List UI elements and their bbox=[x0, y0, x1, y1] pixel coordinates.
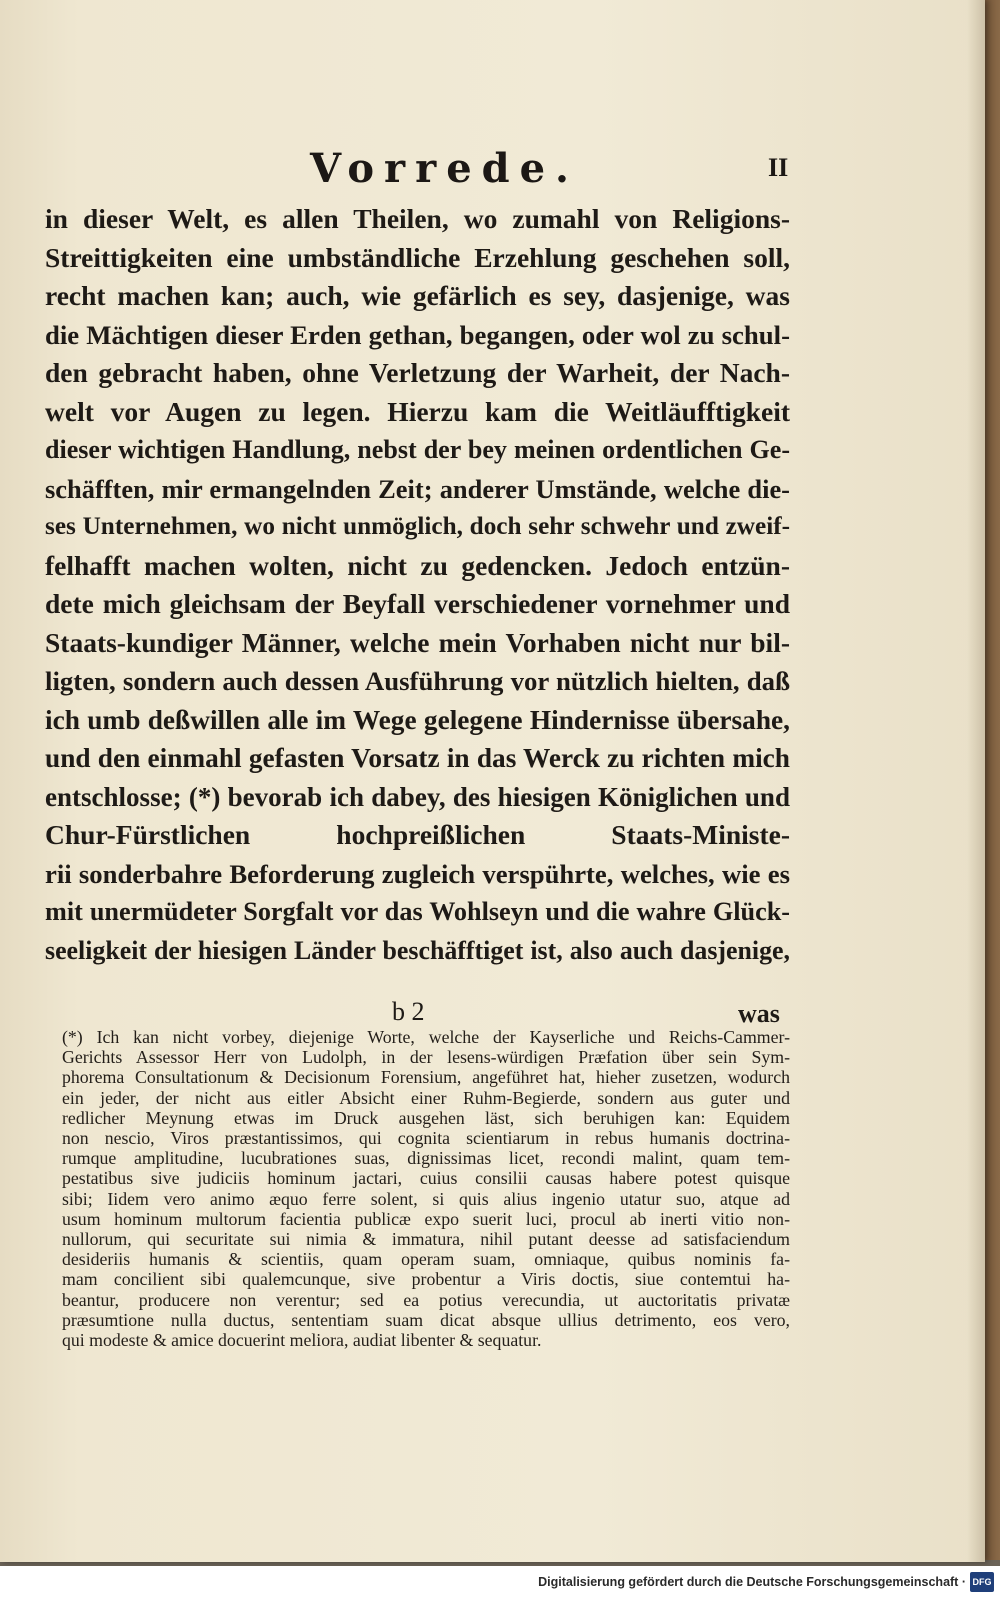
text-line: in dieser Welt, es allen Theilen, wo zumahl von Religions- bbox=[45, 203, 790, 234]
text-line: mit unermüdeter Sorgfalt vor das Wohlseyn und die wahre Glück- bbox=[45, 897, 790, 926]
body-text bbox=[45, 200, 790, 970]
footnote-line: mam concilient sibi qualemcunque, sive probentur a Viris doctis, siue contemtui ha- bbox=[62, 1269, 790, 1290]
footnote-line: phorema Consultationum & Decisionum Forensium, angeführet hat, hieher zusetzen, wodurch bbox=[62, 1067, 790, 1088]
footnote-line: præsumtione nulla ductus, sententiam suam dicat absque ullius detrimento, eos vero, bbox=[62, 1309, 790, 1330]
footnote-line: (*) Ich kan nicht vorbey, diejenige Worte, welche der Kayserliche und Reichs-Cammer- bbox=[62, 1027, 790, 1047]
footnote-line: usum hominum multorum facientia publicæ expo suerit luci, procul ab inerti vitio non- bbox=[62, 1208, 790, 1229]
text-line: ligten, sondern auch dessen Ausführung vor nützlich hielten, daß bbox=[45, 666, 790, 696]
footnote-line: non nescio, Viros præstantissimos, qui cognita scientiarum in rebus humanis doctrina- bbox=[62, 1128, 790, 1149]
text-line: den gebracht haben, ohne Verletzung der Warheit, der Nach- bbox=[45, 357, 790, 388]
folio-number: II bbox=[768, 153, 789, 182]
dfg-logo[interactable] bbox=[970, 1572, 994, 1592]
footnote-line: redlicher Meynung etwas im Druck ausgehen läst, sich beruhigen kan: Equidem bbox=[62, 1107, 790, 1128]
text-line: Chur-Fürstlichen hochpreißlichen Staats-Ministe- bbox=[45, 819, 790, 850]
text-line: felhafft machen wolten, nicht zu gedencken. Jedoch entzün- bbox=[45, 549, 790, 581]
footnote-line: qui modeste & amice docuerint meliora, audiat libenter & sequatur. bbox=[62, 1330, 542, 1351]
text-line: recht machen kan; auch, wie gefärlich es sey, dasjenige, was bbox=[45, 280, 790, 311]
text-line: und den einmahl gefasten Vorsatz in das Werck zu richten mich bbox=[45, 743, 790, 773]
text-line: Streittigkeiten eine umbständliche Erzehlung geschehen soll, bbox=[45, 241, 790, 273]
text-line: seeligkeit der hiesigen Länder beschäfftiget ist, also auch dasjenige, bbox=[45, 935, 790, 965]
footnote-line: ein jeder, der nicht aus eitler Absicht einer Ruhm-Begierde, sondern aus guter und bbox=[62, 1087, 790, 1108]
footnote-line: beantur, producere non verentur; sed ea potius verecundia, ut auctoritatis privatæ bbox=[62, 1289, 790, 1310]
text-line: die Mächtigen dieser Erden gethan, begangen, oder wol zu schul- bbox=[45, 319, 790, 350]
text-line: Staats-kundiger Männer, welche mein Vorhaben nicht nur bil- bbox=[45, 626, 790, 658]
footnote-line: desideriis humanis & scientiis, quam operam suam, omniaque, quibus nominis fa- bbox=[62, 1249, 790, 1270]
catchword: was bbox=[738, 999, 780, 1028]
footnote-line: rumque amplitudine, lucubrationes suas, dignissimas licet, recondi malint, quam tem- bbox=[62, 1148, 790, 1169]
text-line: ses Unternehmen, wo nicht unmöglich, doch sehr schwehr und zweif- bbox=[45, 513, 790, 540]
credit-text: Digitalisierung gefördert durch die Deutsche Forschungsgemeinschaft · bbox=[538, 1575, 966, 1589]
text-line: rii sonderbahre Beforderung zugleich verspührte, welches, wie es bbox=[45, 858, 790, 889]
footnote-line: nullorum, qui securitate sui nimia & immatura, nihil putant deesse ad satisfaciendum bbox=[62, 1229, 790, 1250]
running-title: Vorrede. bbox=[310, 145, 579, 192]
text-line: entschlosse; (*) bevorab ich dabey, des hiesigen Königlichen und bbox=[45, 781, 790, 812]
text-line: dete mich gleichsam der Beyfall verschiedener vornehmer und bbox=[45, 588, 790, 619]
text-line: dieser wichtigen Handlung, nebst der bey meinen ordentlichen Ge- bbox=[45, 435, 790, 464]
page-header bbox=[0, 145, 985, 205]
footnote bbox=[62, 1027, 790, 1350]
text-line: schäfften, mir ermangelnden Zeit; anderer Umstände, welche die- bbox=[45, 473, 790, 504]
footnote-line: Gerichts Assessor Herr von Ludolph, in der lesens-würdigen Præfation über sein Sym- bbox=[62, 1047, 790, 1068]
footnote-line: sibi; Iidem vero animo æquo ferre solent, si quis alius ingenio utatur suo, atque ad bbox=[62, 1188, 790, 1209]
text-line: welt vor Augen zu legen. Hierzu kam die Weitläufftigkeit bbox=[45, 395, 790, 427]
dfg-logo-text: DFG bbox=[972, 1577, 992, 1587]
credit-bar bbox=[0, 1566, 1000, 1599]
page-shadow bbox=[967, 0, 985, 1562]
signature-mark: b 2 bbox=[392, 997, 425, 1026]
footnote-line: pestatibus sive judiciis hominum jactari, cuius consilii causas habere potest quisque bbox=[62, 1168, 790, 1189]
text-line: ich umb deßwillen alle im Wege gelegene Hindernisse übersahe, bbox=[45, 704, 790, 735]
